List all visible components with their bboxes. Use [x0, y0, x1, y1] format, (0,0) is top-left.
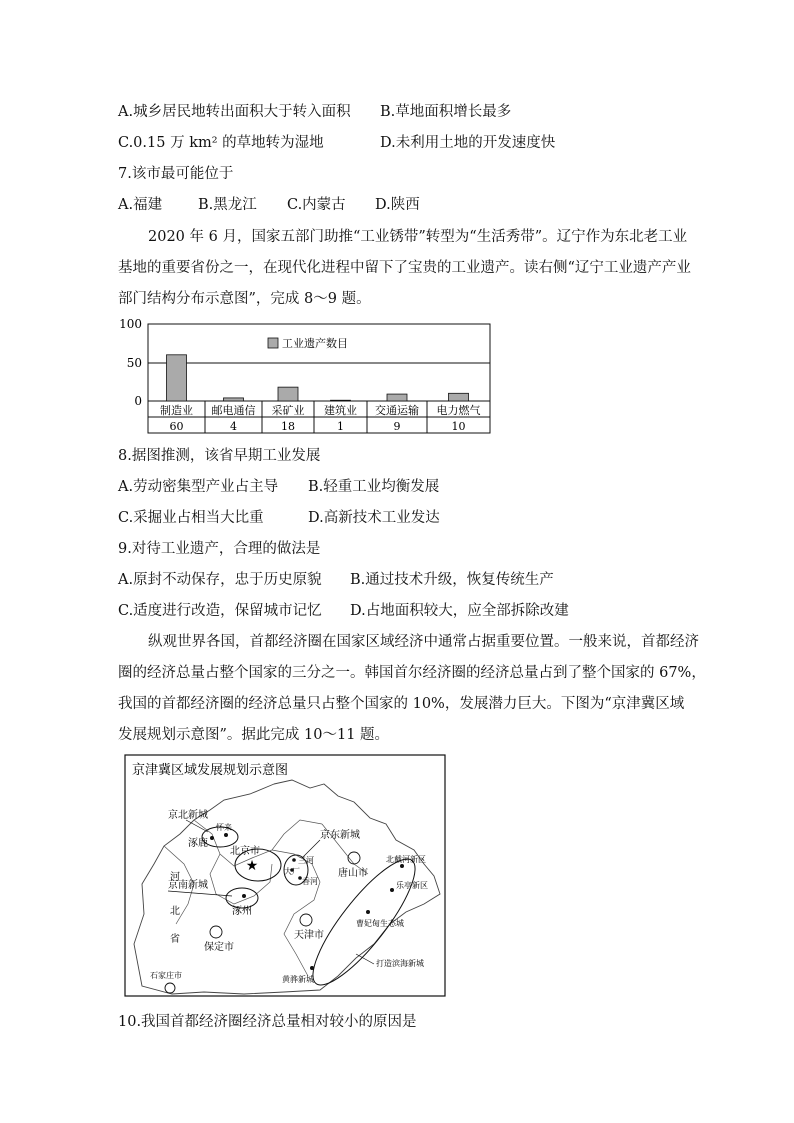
map-title: 京津冀区域发展规划示意图: [132, 763, 289, 778]
label-caofeidian: 曹妃甸生态城: [356, 919, 404, 928]
label-dachang: 大厂: [284, 867, 300, 876]
bar-1: [224, 398, 244, 401]
q8-option-a: A.劳动密集型产业占主导: [118, 479, 279, 495]
category-label: 电力燃气: [436, 404, 481, 417]
q7-option-b: B.黑龙江: [198, 197, 257, 213]
label-sanhe: 三河: [298, 856, 314, 865]
chart-legend: [268, 336, 348, 350]
passage1-line2: 基地的重要省份之一，在现代化进程中留下了宝贵的工业遗产。读右侧“辽宁工业遗产产业: [118, 260, 691, 276]
label-tangshan: 唐山市: [338, 868, 368, 879]
label-zhuolu: 涿鹿: [188, 838, 208, 849]
label-jingnan: 京南新城: [168, 880, 208, 891]
label-xianghe: 香河: [302, 877, 318, 886]
bar-3: [331, 400, 351, 401]
legend-label: 工业遗产数目: [282, 337, 348, 350]
category-label: 邮电通信: [211, 404, 256, 417]
label-baoding: 保定市: [204, 942, 234, 953]
y-axis-ticks: [119, 318, 142, 408]
category-label: 交通运输: [375, 404, 419, 417]
q9-option-c: C.适度进行改造，保留城市记忆: [118, 603, 322, 619]
q7-option-d: D.陕西: [375, 197, 420, 213]
city-dot: [400, 864, 404, 868]
q7-option-c: C.内蒙古: [287, 197, 346, 213]
passage2-line1: 纵观世界各国，首都经济圈在国家区域经济中通常占据重要位置。一般来说，首都经济: [148, 634, 699, 650]
category-label: 建筑业: [324, 404, 357, 417]
q9-option-b: B.通过技术升级，恢复传统生产: [350, 572, 554, 588]
value-label: 4: [230, 420, 237, 433]
value-label: 1: [337, 420, 344, 433]
label-leting: 乐亭新区: [396, 881, 428, 890]
bar-0: [167, 355, 187, 401]
capital-star-icon: ★: [245, 858, 259, 874]
value-label: 10: [451, 420, 466, 433]
ytick-label: 0: [134, 394, 142, 408]
city-dot: [242, 894, 246, 898]
label-huanghua: 黄骅新城: [282, 975, 314, 984]
bar-4: [387, 394, 407, 401]
ytick-label: 50: [126, 356, 142, 370]
value-label: 9: [393, 420, 401, 433]
passage2-line3: 我国的首都经济圈的经济总量只占整个国家的 10%，发展潜力巨大。下图为“京津冀区域: [118, 696, 685, 712]
category-label: 采矿业: [271, 404, 305, 417]
q8-option-d: D.高新技术工业发达: [308, 510, 440, 526]
q7-option-a: A.福建: [118, 197, 163, 213]
industrial-heritage-bar-chart: [118, 318, 498, 436]
city-dot: [366, 910, 370, 914]
city-dot: [224, 833, 228, 837]
bar-5: [449, 393, 469, 401]
q7-stem: 7.该市最可能位于: [118, 166, 234, 182]
q6-option-d: D.未利用土地的开发速度快: [380, 135, 556, 151]
passage2-line2: 圈的经济总量占整个国家的三分之一。韩国首尔经济圈的经济总量占到了整个国家的 67%，: [118, 665, 706, 681]
jingjinji-map: [124, 754, 446, 997]
label-zhuozhou: 涿州: [232, 906, 252, 917]
q6-option-b: B.草地面积增长最多: [380, 104, 512, 120]
q9-stem: 9.对待工业遗产，合理的做法是: [118, 541, 321, 557]
city-dot: [390, 888, 394, 892]
label-tianjin: 天津市: [294, 930, 324, 941]
legend-swatch: [268, 338, 278, 348]
label-shijiazhuang: 石家庄市: [150, 971, 182, 980]
label-jingdong: 京东新城: [320, 830, 360, 841]
passage1-line3: 部门结构分布示意图”，完成 8～9 题。: [118, 291, 371, 307]
q8-option-b: B.轻重工业均衡发展: [308, 479, 440, 495]
label-beijing: 北京市: [230, 846, 260, 857]
label-huailai: 怀来: [216, 823, 232, 832]
q9-option-a: A.原封不动保存，忠于历史原貌: [118, 572, 322, 588]
passage1-line1: 2020 年 6 月，国家五部门助推“工业锈带”转型为“生活秀带”。辽宁作为东北老工业: [148, 229, 688, 245]
q8-option-c: C.采掘业占相当大比重: [118, 510, 264, 526]
value-label: 18: [281, 420, 295, 433]
label-sheng: 省: [170, 934, 180, 945]
label-he: 河: [170, 872, 180, 883]
city-dot: [310, 966, 314, 970]
city-dot: [292, 858, 296, 862]
ytick-label: 100: [119, 318, 142, 331]
category-label: 制造业: [160, 404, 193, 417]
q6-option-a: A.城乡居民地转出面积大于转入面积: [118, 104, 351, 120]
q8-stem: 8.据图推测，该省早期工业发展: [118, 448, 321, 464]
bar-2: [278, 387, 298, 401]
label-binhai: 打造滨海新城: [376, 959, 424, 968]
q10-stem: 10.我国首都经济圈经济总量相对较小的原因是: [118, 1014, 417, 1030]
passage2-line4: 发展规划示意图”。据此完成 10～11 题。: [118, 727, 390, 743]
label-bei: 北: [170, 906, 180, 917]
value-label: 60: [169, 420, 184, 433]
q6-option-c: C.0.15 万 km² 的草地转为湿地: [118, 135, 324, 151]
q9-option-d: D.占地面积较大，应全部拆除改建: [350, 603, 569, 619]
label-jingbei: 京北新城: [168, 810, 208, 821]
city-dot: [210, 836, 214, 840]
label-beidaihe: 北戴河新区: [386, 855, 426, 864]
